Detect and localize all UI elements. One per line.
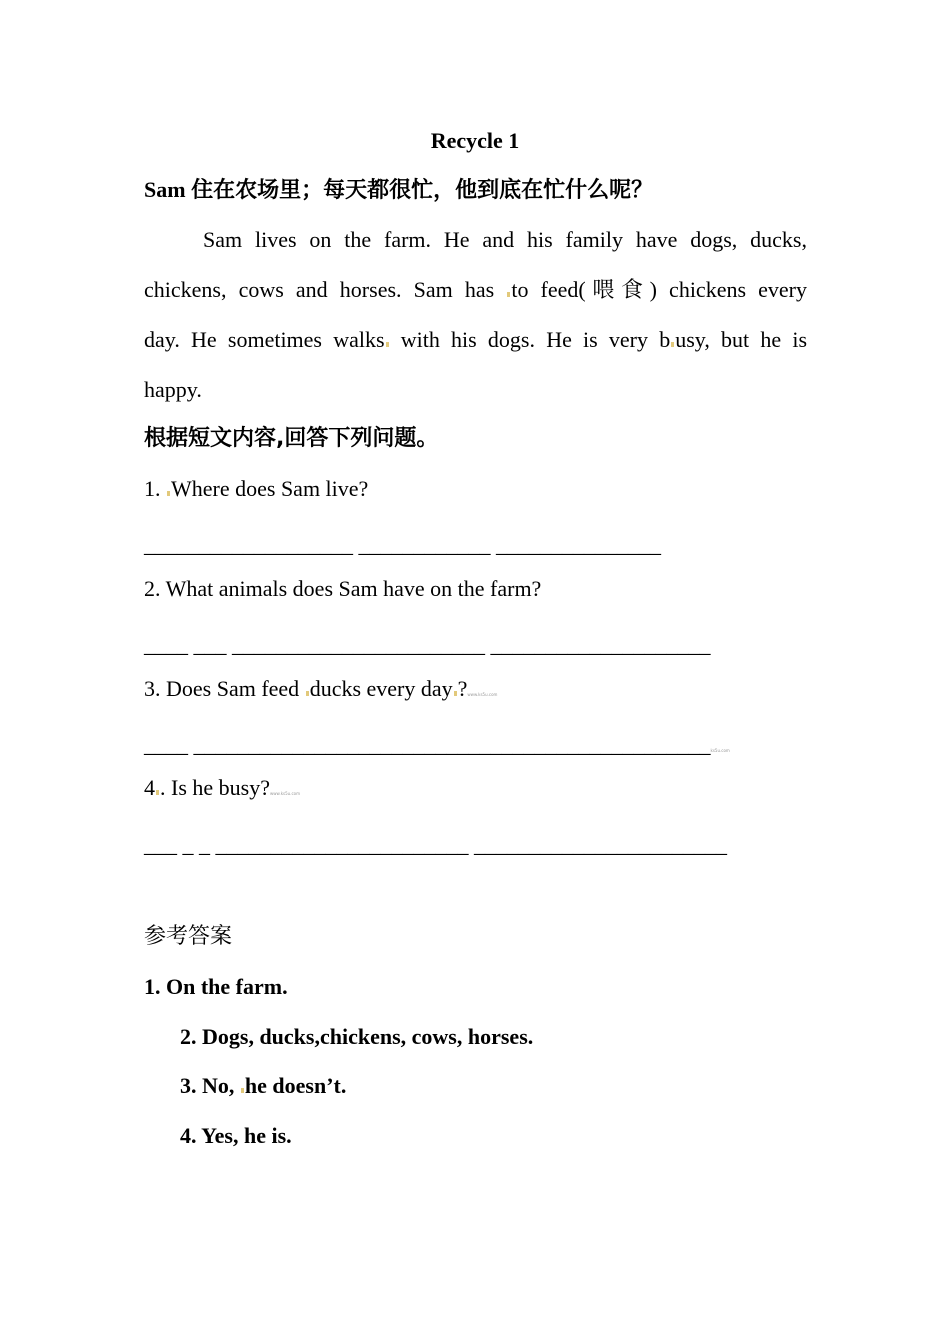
passage-text: usy, but he is xyxy=(675,327,808,352)
passage-text: day. He sometimes walks xyxy=(144,327,385,352)
question-text: . Is he busy? xyxy=(160,775,270,800)
edit-mark xyxy=(507,292,510,297)
passage-text: ) chickens every xyxy=(649,277,807,302)
answers-heading: 参考答案 xyxy=(144,924,233,949)
answer-line-2[interactable]: ____ ___ _______________________ ____________________ xyxy=(144,632,711,657)
intro-text: 住在农场里；每天都很忙，他到底在忙什么呢？ xyxy=(191,178,654,203)
answer-line-3[interactable] xyxy=(144,730,730,766)
question-text: Where does Sam live? xyxy=(171,476,369,501)
answer-text: 3. No, xyxy=(180,1073,235,1098)
question-number: 1. xyxy=(144,476,161,501)
passage-cjk: 喂食 xyxy=(585,278,650,303)
watermark: www.ks5u.com xyxy=(269,791,300,796)
passage-line-3 xyxy=(144,325,807,355)
edit-mark xyxy=(671,342,674,347)
answer-blank[interactable]: ____ _______________________________________________ xyxy=(144,732,711,757)
answer-4: 4. Yes, he is. xyxy=(180,1123,292,1148)
edit-mark xyxy=(306,691,309,696)
watermark: www.ks5u.com xyxy=(467,692,498,697)
edit-mark xyxy=(454,691,457,696)
edit-mark xyxy=(156,790,159,795)
passage-line-2 xyxy=(144,275,807,306)
answer-2: 2. Dogs, ducks,chickens, cows, horses. xyxy=(180,1024,534,1049)
question-3 xyxy=(144,674,497,710)
question-2 xyxy=(144,574,541,604)
answer-line-1[interactable]: ___________________ ____________ _______________ xyxy=(144,532,661,557)
intro-line xyxy=(144,175,653,206)
intro-prefix: Sam xyxy=(144,177,186,202)
question-4 xyxy=(144,773,300,809)
question-number: 2. xyxy=(144,576,161,601)
question-1 xyxy=(144,474,368,504)
edit-mark xyxy=(167,491,170,496)
passage-text: to feed( xyxy=(511,277,586,302)
page-title: Recycle 1 xyxy=(430,128,520,153)
passage-line-4: happy. xyxy=(144,377,202,402)
question-number: 4 xyxy=(144,775,155,800)
answer-3 xyxy=(180,1071,346,1101)
question-number: 3. xyxy=(144,676,161,701)
passage-text: chickens, cows and horses. Sam has xyxy=(144,277,495,302)
watermark: ks5u.com xyxy=(710,748,730,753)
passage-line-1: Sam lives on the farm. He and his family have dogs, ducks, xyxy=(203,227,807,252)
question-text: ? xyxy=(457,676,468,701)
passage-text: with his dogs. He is very b xyxy=(400,327,671,352)
answer-line-4[interactable]: ___ _ _ _______________________ _______________________ xyxy=(144,832,727,857)
question-text: Does Sam feed xyxy=(166,676,300,701)
edit-mark xyxy=(386,342,389,347)
answer-1: 1. On the farm. xyxy=(144,974,288,999)
question-text: What animals does Sam have on the farm? xyxy=(165,576,542,601)
edit-mark xyxy=(241,1088,244,1093)
question-text: ducks every day xyxy=(309,676,453,701)
answer-text: he doesn’t. xyxy=(244,1073,347,1098)
instructions: 根据短文内容,回答下列问题。 xyxy=(144,426,439,451)
